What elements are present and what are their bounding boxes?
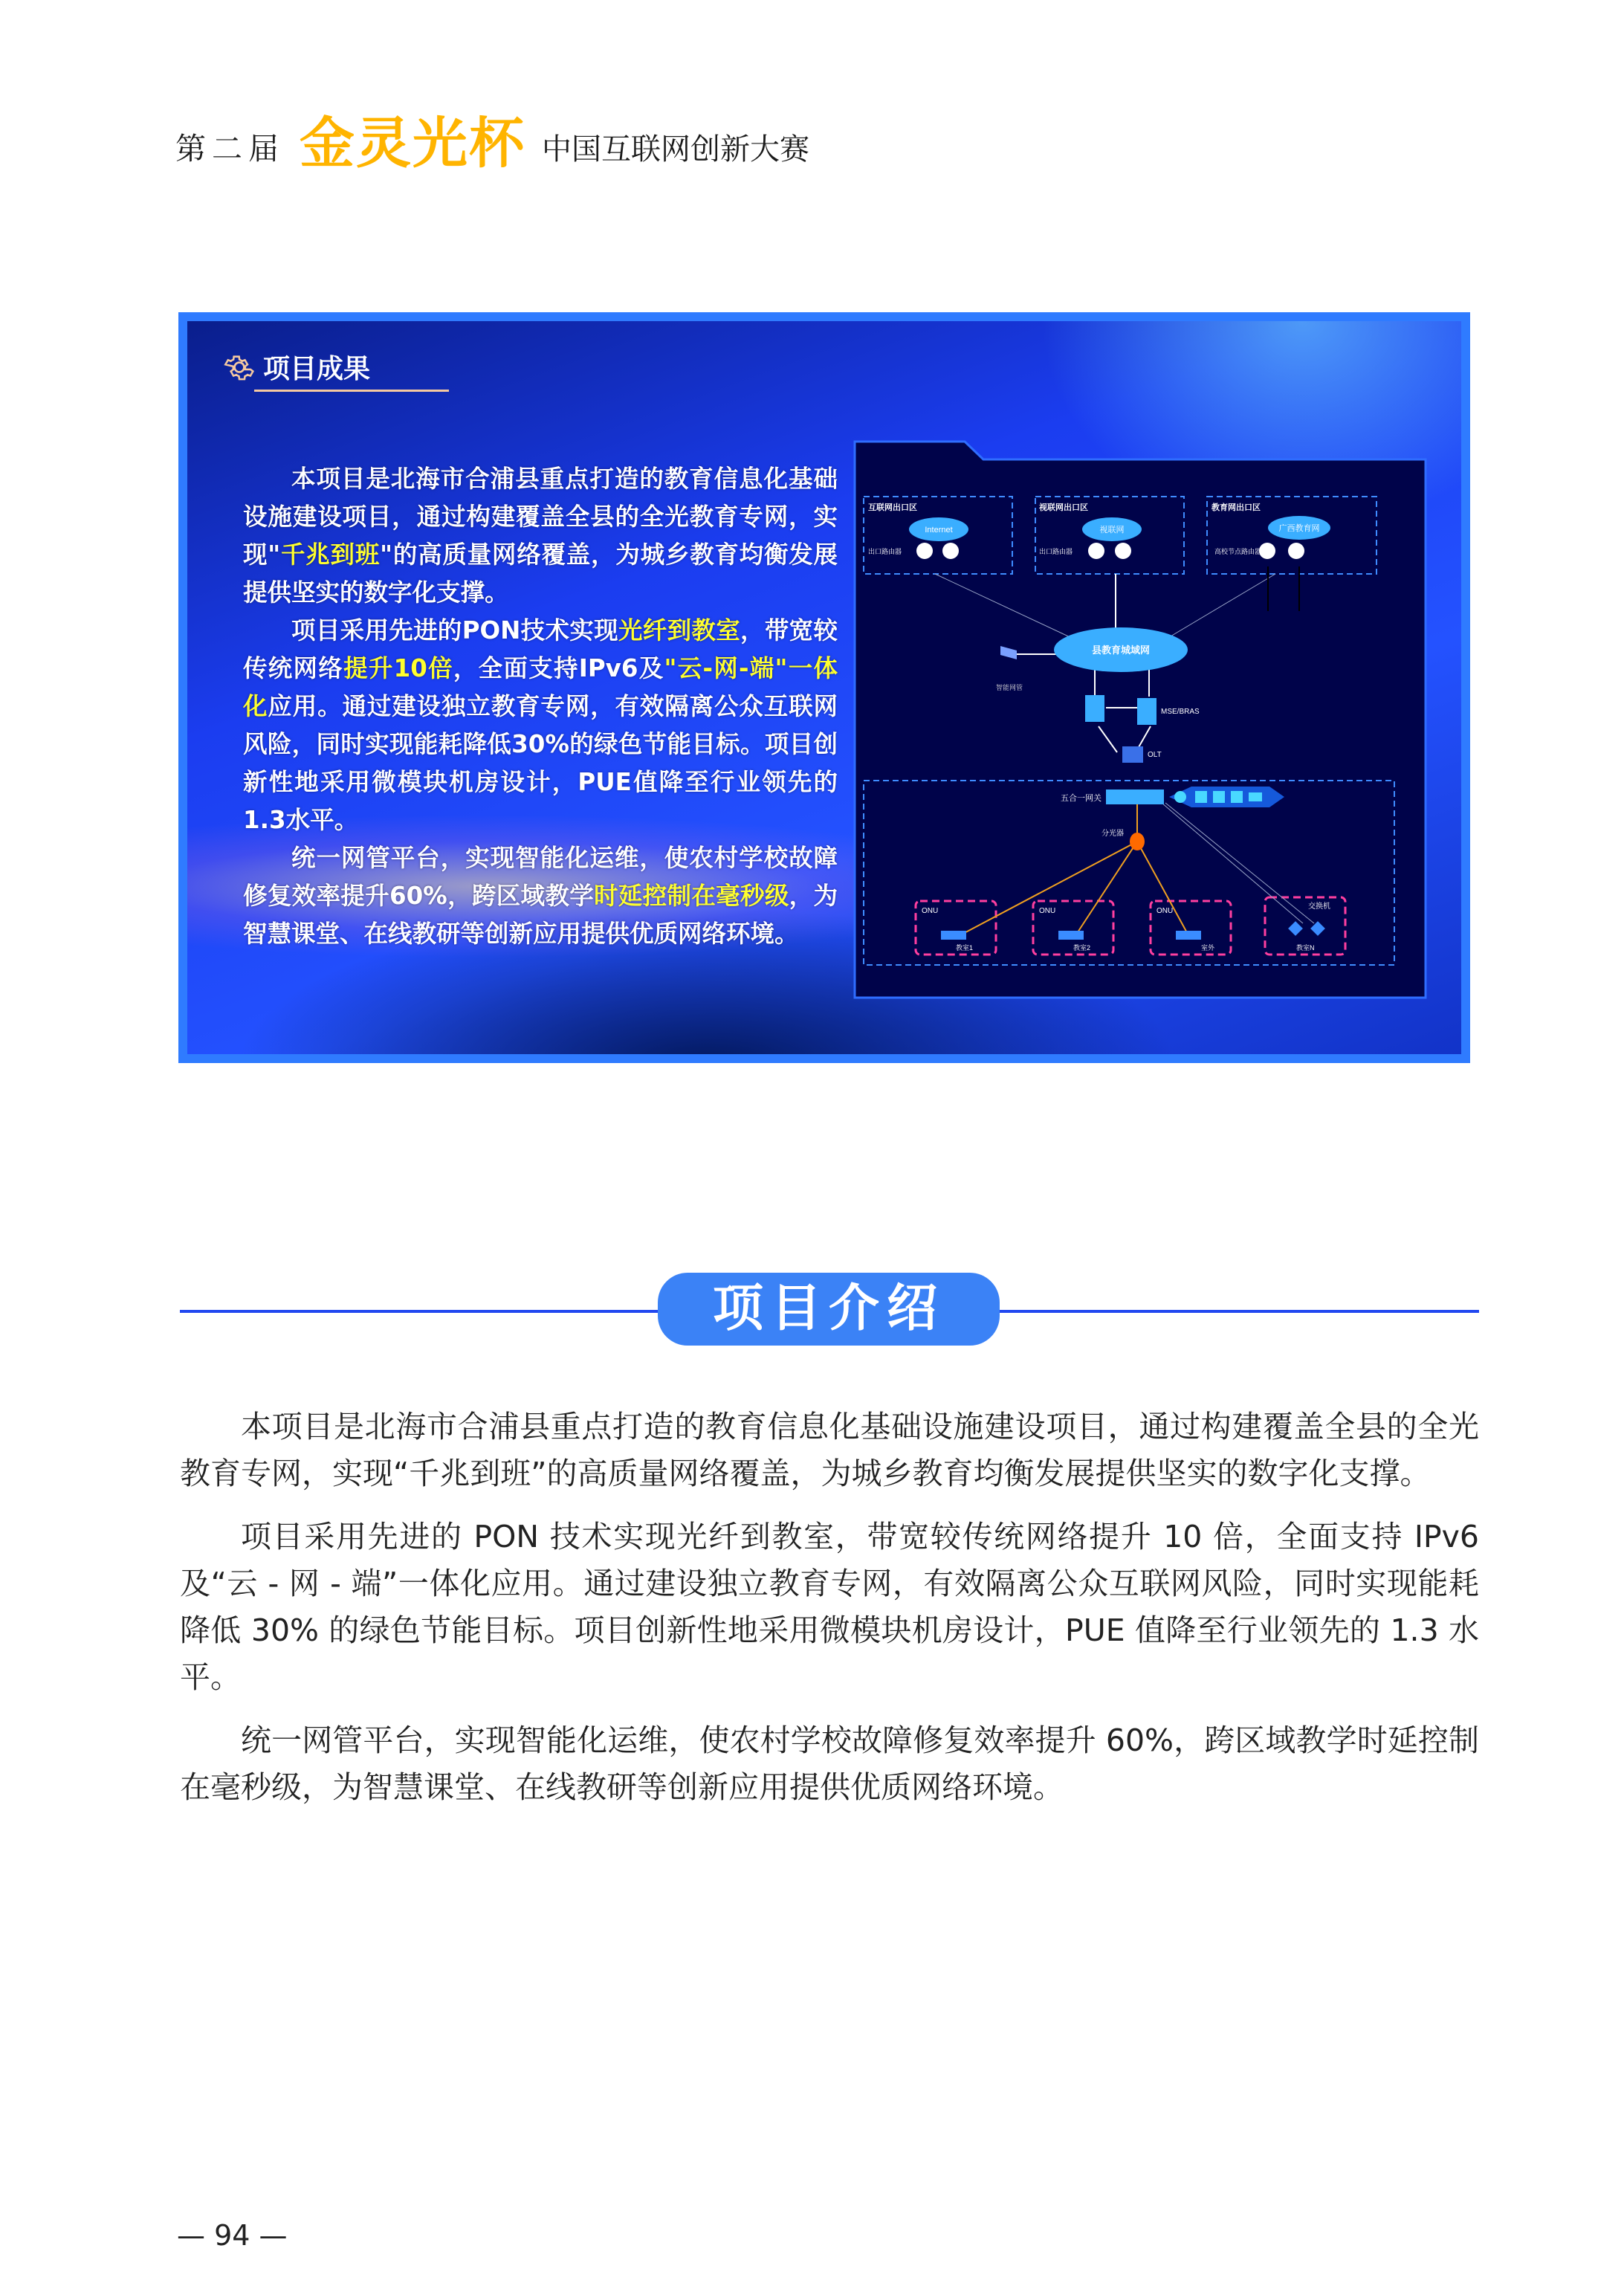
slide-text [243,460,838,953]
gateway-label: 五合一网关 [1061,794,1101,803]
endpoint-room-label: 教室2 [1073,944,1091,952]
endpoint-room-label: 教室N [1296,944,1315,952]
text-segment: 本项目是北海市合浦县重点打造的教育信息化基础设施建设项目，通过构建覆盖全县的全光教育专网，实现" [243,465,838,569]
slide-paragraph [243,839,838,953]
slide-paragraph [243,460,838,612]
olt-label: OLT [1148,751,1162,759]
endpoint-device-label: ONU [1039,907,1056,915]
page-header [175,104,809,178]
project-results-slide [178,312,1470,1063]
page-number: — 94 — [177,2219,288,2252]
mse-label: MSE/BRAS [1161,708,1200,716]
cloud-label: Internet [925,526,953,535]
splitter-icon [1130,833,1145,850]
body-paragraph: 本项目是北海市合浦县重点打造的教育信息化基础设施建设项目，通过构建覆盖全县的全光教育专网，实现“千兆到班”的高质量网络覆盖，为城乡教育均衡发展提供坚实的数字化支撑。 [180,1409,1479,1491]
slide-paragraph [243,612,838,839]
gear-icon [223,351,256,384]
body-text [180,1404,1479,1827]
router-label: 高校节点路由器 [1214,548,1262,555]
olt-icon [1122,746,1143,763]
section-title: 项目介绍 [658,1273,1000,1346]
text-segment: 统一网管平台，实现智能化运维，使农村学校故障修复效率提升60%，跨区域教学 [243,844,838,910]
onu-icon [1176,931,1201,940]
text-segment: 应用。通过建设独立教育专网，有效隔离公众互联网风险，同时实现能耗降低30%的绿色节能目标。项目创新性地采用微模块机房设计，PUE值降至行业领先的1.3水平。 [243,692,838,834]
text-segment: 项目采用先进的PON技术实现 [291,616,618,645]
gateway-functions-icon [1169,787,1284,807]
highlight-segment: 时延控制在毫秒级 [594,882,789,910]
splitter-label: 分光器 [1101,830,1124,838]
competition-name: 中国互联网创新大赛 [542,132,809,167]
slide-title [223,348,370,386]
slide-title-text: 项目成果 [263,354,371,384]
highlight-segment: "云-网-端"一体化 [243,654,838,720]
endpoint-device-label: ONU [922,907,939,915]
management-label: 智能网管 [996,684,1023,691]
router-label: 出口路由器 [868,548,902,555]
section-heading [180,1273,1479,1347]
core-cloud-label: 县教育城域网 [1091,645,1151,656]
text-segment: "的高质量网络覆盖，为城乡教育均衡发展提供坚实的数字化支撑。 [243,540,838,607]
zone-title: 视联网出口区 [1039,503,1088,512]
endpoint-device-label: 交换机 [1308,902,1330,911]
brand-logo-text: 金灵光杯 [300,112,525,175]
text-segment: ，带宽较传统网络 [243,616,838,682]
network-diagram [853,440,1434,1001]
body-paragraph: 项目采用先进的 PON 技术实现光纤到教室，带宽较传统网络提升 10 倍，全面支持 IPv6 及“云 - 网 - 端”一体化应用。通过建设独立教育专网，有效隔离公众互联网风险，同时实现能耗降低 30% 的绿色节能目标。项目创新性地采用微模块机房设计，PUE 值降至行业领先的 1.3 水平。 [180,1519,1479,1695]
body-paragraph: 统一网管平台，实现智能化运维，使农村学校故障修复效率提升 60%，跨区域教学时延控制在毫秒级，为智慧课堂、在线教研等创新应用提供优质网络环境。 [180,1722,1479,1805]
highlight-segment: 千兆到班 [280,540,381,569]
highlight-segment: 提升10倍 [343,654,453,682]
endpoint-device-label: ONU [1156,907,1174,915]
edition-label: 第二届 [175,131,285,167]
text-segment: ，全面支持IPv6及 [453,654,664,682]
zone-title: 互联网出口区 [868,503,917,512]
onu-icon [1058,931,1084,940]
highlight-segment: 光纤到教室 [618,616,741,645]
router-label: 出口路由器 [1039,548,1073,555]
onu-icon [941,931,966,940]
text-segment: ，为智慧课堂、在线教研等创新应用提供优质网络环境。 [243,882,838,948]
mse-switch-icon [1137,698,1156,725]
title-underline [254,390,449,392]
zone-title: 教育网出口区 [1211,503,1261,512]
endpoint-room-label: 教室1 [956,944,974,952]
gateway-icon [1106,789,1164,804]
cloud-label: 视联网 [1099,526,1125,535]
cloud-label: 广西教育网 [1278,524,1320,533]
endpoint-room-label: 室外 [1201,944,1215,952]
mse-switch-icon [1085,695,1104,722]
